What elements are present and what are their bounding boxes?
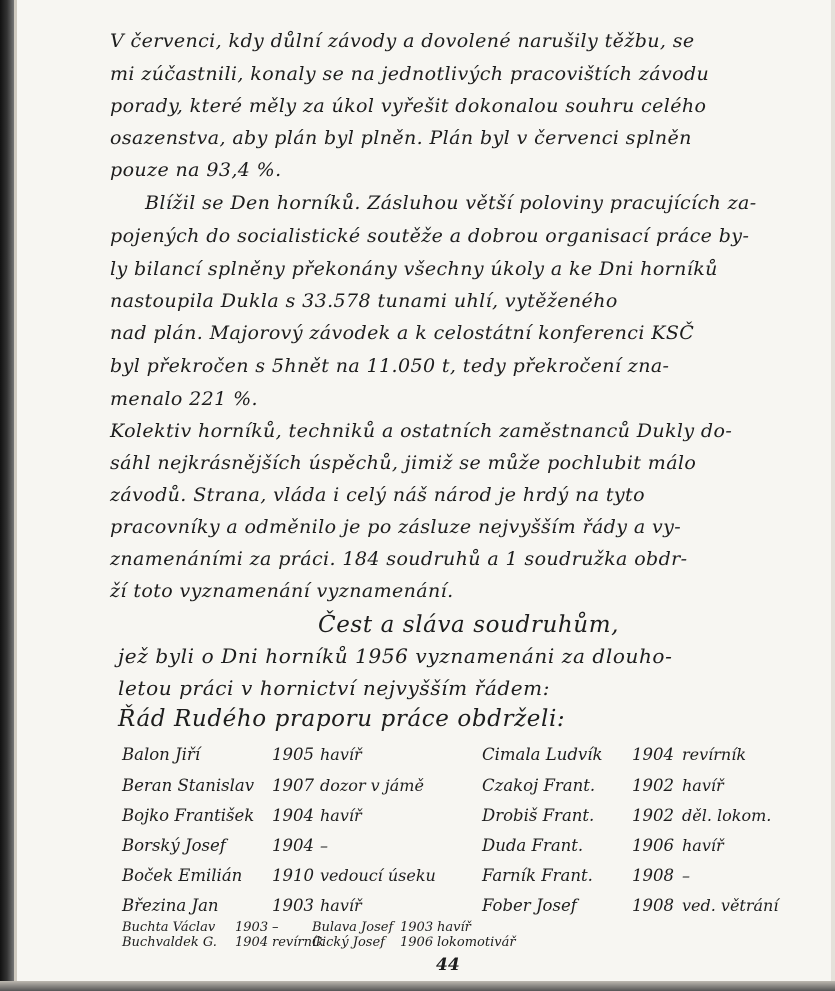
recipient-name: Balon Jiří bbox=[122, 745, 201, 764]
recipient-year: 1910 bbox=[272, 866, 314, 885]
recipient-name: Buchta Václav bbox=[122, 920, 216, 935]
paragraph-line: ží toto vyznamenání vyznamenání. bbox=[110, 580, 454, 602]
recipient-name: Czakoj Frant. bbox=[482, 776, 596, 795]
paragraph-line: nastoupila Dukla s 33.578 tunami uhlí, vytěženého bbox=[110, 290, 618, 312]
recipient-job: – bbox=[320, 836, 328, 855]
recipient-job: děl. lokom. bbox=[682, 806, 772, 825]
recipient-name: Drobiš Frant. bbox=[482, 806, 595, 825]
paragraph-line: pouze na 93,4 %. bbox=[110, 159, 282, 181]
recipient-year: 1906 bbox=[400, 935, 434, 950]
recipient-job: vedoucí úseku bbox=[320, 866, 436, 885]
paragraph-line: byl překročen s 5hnět na 11.050 t, tedy překročení zna- bbox=[110, 355, 670, 377]
honor-subheading: jež byli o Dni horníků 1956 vyznamenáni za dlouho- bbox=[118, 644, 673, 668]
recipient-name: Bulava Josef bbox=[312, 920, 394, 935]
recipient-job: revírník bbox=[682, 745, 747, 764]
page-number: 44 bbox=[436, 955, 460, 975]
paragraph-line: sáhl nejkrásnějších úspěchů, jimiž se může pochlubit málo bbox=[110, 452, 697, 474]
recipient-year: 1903 bbox=[400, 920, 434, 935]
award-title: Řád Rudého praporu práce obdrželi: bbox=[118, 706, 566, 732]
paragraph-line: znamenáními za práci. 184 soudruhů a 1 soudružka obdr- bbox=[110, 548, 688, 570]
recipient-job: – bbox=[272, 920, 279, 935]
paragraph-line: porady, které měly za úkol vyřešit dokonalou souhru celého bbox=[110, 95, 707, 117]
book-binding bbox=[0, 0, 14, 991]
recipient-name: Cický Josef bbox=[312, 935, 385, 950]
recipient-year: 1903 bbox=[272, 896, 314, 915]
page-bottom-edge bbox=[0, 981, 835, 991]
recipient-name: Březina Jan bbox=[122, 896, 219, 915]
paragraph-line: Kolektiv horníků, techniků a ostatních zaměstnanců Dukly do- bbox=[110, 420, 733, 442]
paragraph-line: Blížil se Den horníků. Zásluhou větší poloviny pracujících za- bbox=[145, 192, 757, 214]
recipient-job: ved. větrání bbox=[682, 896, 779, 915]
recipient-year: 1908 bbox=[632, 896, 674, 915]
paragraph-line: závodů. Strana, vláda i celý náš národ je hrdý na tyto bbox=[110, 484, 645, 506]
recipient-year: 1907 bbox=[272, 776, 314, 795]
recipient-job: havíř bbox=[320, 806, 362, 825]
recipient-job: – bbox=[682, 866, 690, 885]
recipient-year: 1904 bbox=[235, 935, 269, 950]
recipient-name: Bojko František bbox=[122, 806, 255, 825]
recipient-job: revírník bbox=[272, 935, 325, 950]
recipient-year: 1902 bbox=[632, 776, 674, 795]
paragraph-line: pracovníky a odměnilo je po zásluze nejvyšším řády a vy- bbox=[110, 516, 682, 538]
honor-heading: Čest a sláva soudruhům, bbox=[318, 612, 620, 638]
recipient-job: havíř bbox=[320, 745, 362, 764]
binding-shadow bbox=[14, 0, 17, 991]
recipient-name: Buchvaldek G. bbox=[122, 935, 217, 950]
recipient-year: 1908 bbox=[632, 866, 674, 885]
paragraph-line: osazenstva, aby plán byl plněn. Plán byl v červenci splněn bbox=[110, 127, 692, 149]
page-edge bbox=[831, 0, 835, 991]
recipient-job: lokomotivář bbox=[437, 935, 516, 950]
recipient-name: Duda Frant. bbox=[482, 836, 584, 855]
recipient-job: dozor v jámě bbox=[320, 776, 424, 795]
paragraph-line: V červenci, kdy důlní závody a dovolené narušily těžbu, se bbox=[110, 30, 695, 52]
recipient-job: havíř bbox=[682, 836, 724, 855]
paragraph-line: nad plán. Majorový závodek a k celostátní konferenci KSČ bbox=[110, 322, 695, 344]
recipient-year: 1904 bbox=[632, 745, 674, 764]
recipient-name: Beran Stanislav bbox=[122, 776, 255, 795]
recipient-job: havíř bbox=[682, 776, 724, 795]
recipient-year: 1905 bbox=[272, 745, 314, 764]
recipient-name: Boček Emilián bbox=[122, 866, 243, 885]
recipient-name: Fober Josef bbox=[482, 896, 577, 915]
recipient-name: Farník Frant. bbox=[482, 866, 593, 885]
recipient-name: Cimala Ludvík bbox=[482, 745, 603, 764]
honor-subheading: letou práci v hornictví nejvyšším řádem: bbox=[118, 676, 551, 700]
recipient-year: 1902 bbox=[632, 806, 674, 825]
recipient-job: havíř bbox=[320, 896, 362, 915]
recipient-year: 1904 bbox=[272, 806, 314, 825]
paragraph-line: pojených do socialistické soutěže a dobrou organisací práce by- bbox=[110, 225, 750, 247]
recipient-name: Borský Josef bbox=[122, 836, 226, 855]
paragraph-line: mi zúčastnili, konaly se na jednotlivých pracovištích závodu bbox=[110, 63, 710, 85]
recipient-year: 1903 bbox=[235, 920, 269, 935]
paragraph-line: menalo 221 %. bbox=[110, 388, 258, 410]
paragraph-line: ly bilancí splněny překonány všechny úkoly a ke Dni horníků bbox=[110, 258, 718, 280]
recipient-job: havíř bbox=[437, 920, 471, 935]
recipient-year: 1906 bbox=[632, 836, 674, 855]
recipient-year: 1904 bbox=[272, 836, 314, 855]
